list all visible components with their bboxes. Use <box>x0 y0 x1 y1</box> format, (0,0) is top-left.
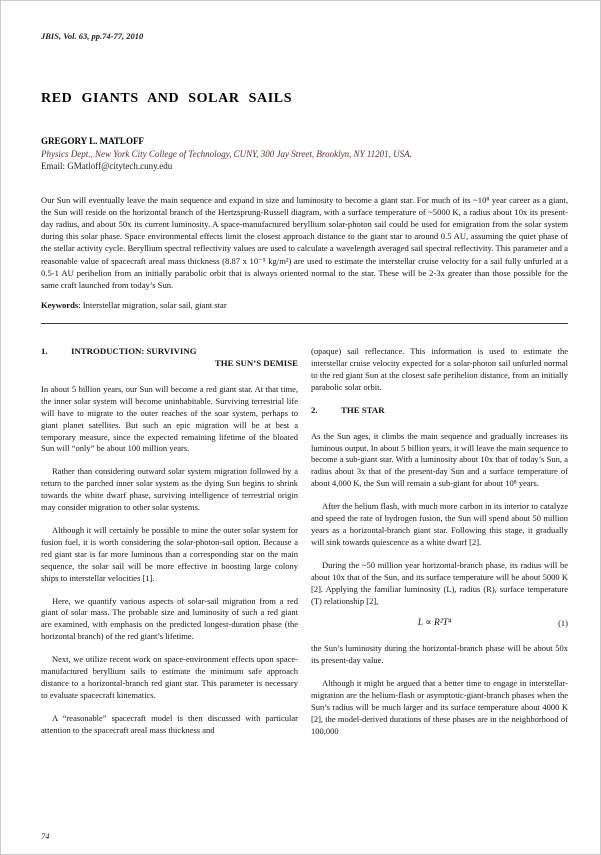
paragraph: As the Sun ages, it climbs the main sequence and gradually increases its luminous output. In about 5 billion years, it will leave the main sequence to become a sub-giant star. With a luminosity about 10x that of today’s Sun, a radius about 3x that of the present-day Sun and a surface temperature of about 4,000 K, the Sun will remain a sub-giant for about 10⁸ years. <box>311 430 568 489</box>
paragraph: After the helium flash, with much more carbon in its interior to catalyze and speed the rate of hydrogen fusion, the Sun will spend about 50 million years as a horizontal-branch giant star. Following this stage, it gradually will sink towards quiescence as a white dwarf [2]. <box>311 501 568 547</box>
equation-1 <box>311 618 568 630</box>
paragraph: During the ~50 million year horizontal-branch phase, its radius will be about 10x that of the Sun, and its surface temperature will be about 5000 K [2]. Applying the familiar luminosity (L), radius (R), surface temperature (T) relationship [2], <box>311 559 568 606</box>
equation-expression: L ∝ R²T⁴ <box>417 618 452 629</box>
journal-reference: JBIS, Vol. 63, pp.74-77, 2010 <box>41 31 144 41</box>
section-2-heading <box>311 405 568 417</box>
paragraph: Next, we utilize recent work on space-environment effects upon space-manufactured beryllium sails to estimate the minimum safe approach distance to a horizontal-branch red giant star. This parameter is necessary to evaluate spacecraft kinematics. <box>41 654 298 700</box>
paragraph: the Sun’s luminosity during the horizontal-branch phase will be about 50x its present-day value. <box>311 643 568 666</box>
paragraph: Although it will certainly be possible to mine the outer solar system for fusion fuel, it is worth considering the solar-photon-sail option. Because a red giant star is far more luminous than a corresponding star on the main sequence, the solar sail will be more effective in boosting large colony ships to interstellar velocities [1]. <box>41 525 298 583</box>
section-1-number: 1. <box>41 346 48 357</box>
author-block <box>41 135 568 173</box>
abstract-divider <box>41 323 568 324</box>
keywords-line <box>41 300 568 310</box>
paragraph: In about 5 billion years, our Sun will become a red giant star. At that time, the inner solar system will become uninhabitable. Surviving terrestrial life will have to migrate to the outer reaches of the soar system, perhaps to giant planet satellites. But such an epic migration will be at best a temporary measure, since the expected remaining lifetime of the bloated Sun will “only” be about 100 million years. <box>41 383 298 454</box>
section-2-number: 2. <box>311 404 318 415</box>
page-number: 74 <box>41 831 50 841</box>
paragraph: Although it might be argued that a better time to engage in interstellar-migration are the helium-flash or asymptotic-giant-branch phases when the Sun’s radius will be much larger and its surface temperature about 4000 K [2], the model-derived durations of these phases are in the neighborhood of 100,000 <box>311 678 568 736</box>
right-column <box>311 346 568 749</box>
abstract-text: Our Sun will eventually leave the main sequence and expand in size and luminosity to become a giant star. For much of its ~10⁸ year career as a giant, the Sun will reside on the horizontal branch of the Hertzsprung-Russell diagram, with a surface temperature of ~5000 K, a radius about 10x its present-day radius, and about 50x its current luminosity. A space-manufactured beryllium solar-photon sail could be used for emigration from the solar system during this solar phase. Space environmental effects limit the closest approach distance to the giant star to around 0.5 AU, assuming the quiet phase of the stellar activity cycle. Beryllium spectral reflectivity values are used to calculate a wavelength averaged sail spectral reflectivity. This parameter and a reasonable value of spacecraft areal mass thickness (8.87 x 10⁻⁵ kg/m²) are used to estimate the interstellar cruise velocity for a sail fully unfurled at a 0.5-1 AU perihelion from an initially parabolic orbit that is always oriented normal to the star. These will be 2-3x greater than those possible for the same craft launched from today’s Sun. <box>41 194 568 290</box>
keywords-label: Keywords <box>41 300 79 311</box>
section-1-title-line2: THE SUN’S DEMISE <box>214 358 298 369</box>
author-name: GREGORY L. MATLOFF <box>41 136 144 146</box>
section-2-title: THE STAR <box>341 404 385 415</box>
paragraph: (opaque) sail reflectance. This information is used to estimate the interstellar cruise velocity expected for a solar-photon sail unfurled normal to the red giant Sun at the closest safe perihelion distance, from an initially parabolic solar orbit. <box>311 346 568 392</box>
paragraph: Rather than considering outward solar system migration followed by a return to the parched inner solar system as the dying Sun begins to shrink towards the white dwarf phase, surviving intelligence of terrestrial origin may consider migration to other solar systems. <box>41 466 298 513</box>
author-affiliation: Physics Dept., New York City College of Technology, CUNY, 300 Jay Street, Brooklyn, NY 11201, USA. <box>41 148 412 159</box>
author-email: Email: GMatloff@citytech.cuny.edu <box>41 161 173 171</box>
paper-title: RED GIANTS AND SOLAR SAILS <box>41 91 293 106</box>
equation-number: (1) <box>558 618 568 629</box>
section-1-heading <box>41 346 298 370</box>
paragraph: A “reasonable” spacecraft model is then discussed with particular attention to the spacecraft areal mass thickness and <box>41 712 298 735</box>
two-column-body <box>41 346 568 749</box>
left-column <box>41 346 298 749</box>
section-1-title-line1: INTRODUCTION: SURVIVING <box>71 346 197 357</box>
keywords-text: : Interstellar migration, solar sail, giant star <box>78 300 227 311</box>
paragraph: Here, we quantify various aspects of solar-sail migration from a red giant of solar mass. The probable size and luminosity of such a red giant are examined, with emphasis on the predicted longest-duration phase (the horizontal branch) of the red giant’s lifetime. <box>41 595 298 642</box>
